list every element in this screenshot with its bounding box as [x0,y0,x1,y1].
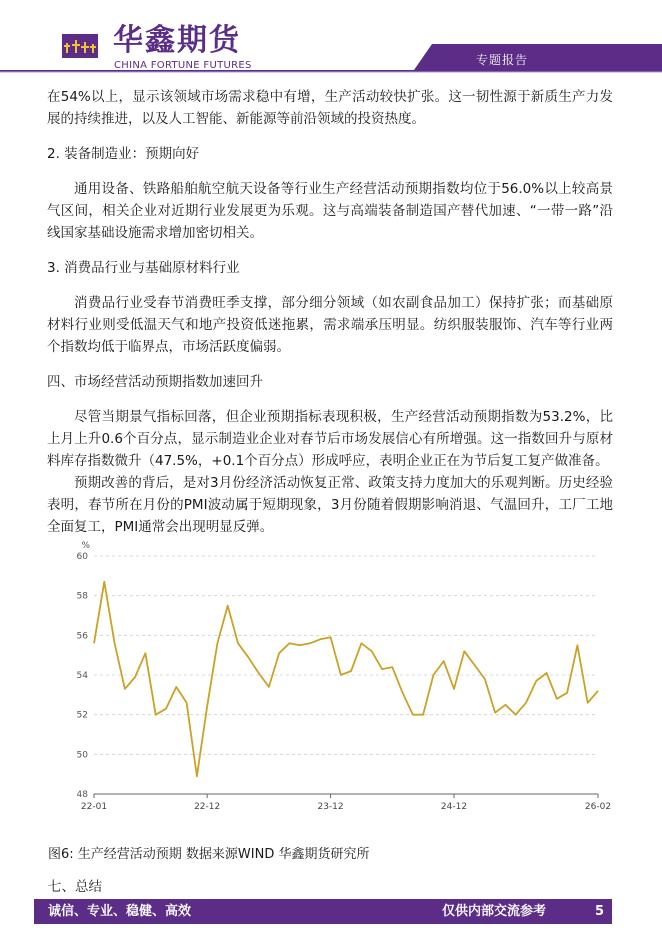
figure-caption: 图6: 生产经营活动预期 数据来源WIND 华鑫期货研究所 [48,847,370,862]
report-type-label: 专题报告 [475,53,528,67]
y-tick-label: 52 [76,710,88,721]
x-tick-label: 26-02 [584,802,612,812]
x-tick-label: 22-12 [194,802,221,812]
paragraph: 预期改善的背后，是对3月份经济活动恢复正常、政策支持力度加大的乐观判断。历史经验表明，春节所在月份的PMI波动属于短期现象，3月份随着假期影响消退、气温回升，工厂工地全面复工，PMI通常会出现明显反弹。 [47,475,613,535]
page-footer [34,899,612,924]
section-heading: 2. 装备制造业：预期向好 [47,146,200,162]
chinese-characters-logo-icon [62,34,98,58]
x-tick-label: 24-12 [440,802,468,812]
footer-slogan: 诚信、专业、稳健、高效 [48,904,192,919]
section-heading: 七、总结 [48,879,102,895]
article-body [47,86,613,538]
y-tick-label: 56 [76,631,88,642]
paragraph: 消费品行业受春节消费旺季支撑，部分细分领域（如农副食品加工）保持扩张；而基础原材料行业则受低温天气和地产投资低迷拖累，需求端承压明显。纺织服装服饰、汽车等行业两个指数均低于临界点，市场活跃度偏弱。 [47,295,613,355]
x-tick-label: 22-01 [80,802,108,812]
y-tick-label: 54 [76,671,88,681]
brand-name-english: CHINA FORTUNE FUTURES [114,60,252,71]
expectation-index-line-chart [62,534,618,824]
y-axis-unit-label: % [81,541,90,551]
page-header [0,0,662,80]
paragraph: 在54%以上，显示该领域市场需求稳中有增，生产活动较快扩张。这一韧性源于新质生产力发展的持续推进，以及人工智能、新能源等前沿领域的投资热度。 [47,89,613,127]
x-tick-label: 23-12 [317,802,344,812]
paragraph: 尽管当期景气指标回落，但企业预期指标表现积极，生产经营活动预期指数为53.2%，比上月上升0.6个百分点，显示制造业企业对春节后市场发展信心有所增强。这一指数回升与原材料库存指数微升（47.5%，+0.1个百分点）形成呼应，表明企业正在为节后复工复产做准备。 [47,409,613,469]
y-tick-label: 60 [76,552,88,562]
paragraph: 通用设备、铁路船舶航空航天设备等行业生产经营活动预期指数均位于56.0%以上较高景气区间，相关企业对近期行业发展更为乐观。这与高端装备制造国产替代加速、“一带一路”沿线国家基础设施需求增加密切相关。 [47,181,613,241]
y-tick-label: 58 [76,591,88,602]
section-heading: 四、市场经营活动预期指数加速回升 [47,374,263,390]
page-number: 5 [594,904,604,919]
y-tick-label: 50 [76,750,88,761]
series-line [94,582,598,776]
footer-notice: 仅供内部交流参考 [441,904,546,919]
section-heading: 3. 消费品行业与基础原材料行业 [47,260,240,276]
header-band [0,0,662,80]
brand-name: 华鑫期货 [113,23,241,58]
y-tick-label: 48 [76,790,88,800]
